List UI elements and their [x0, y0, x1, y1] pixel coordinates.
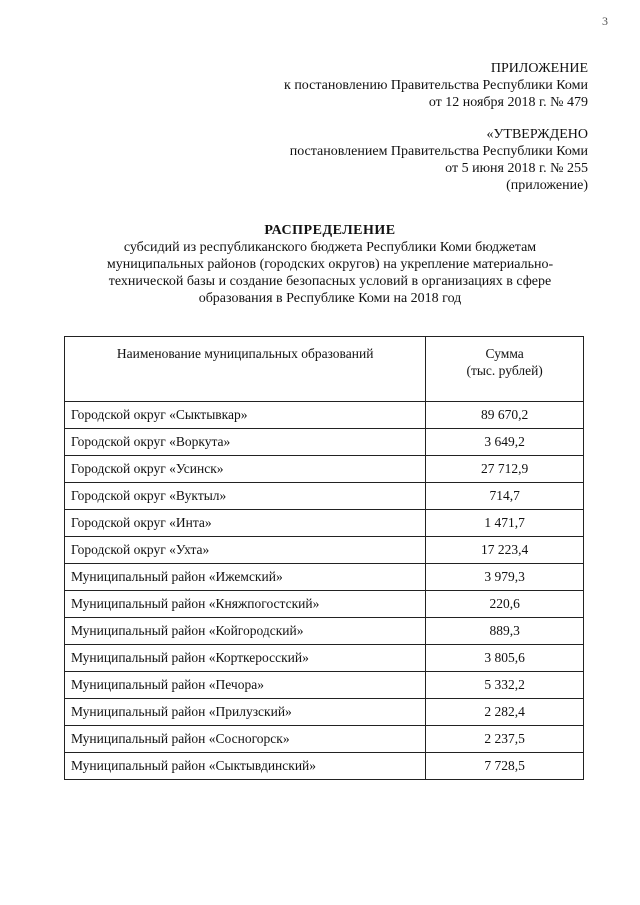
title-line-2: муниципальных районов (городских округов) на укрепление материально- [106, 257, 554, 272]
row-sum: 3 979,3 [426, 564, 584, 591]
appendix-label: ПРИЛОЖЕНИЕ [490, 61, 588, 76]
row-name: Городской округ «Вуктыл» [65, 483, 426, 510]
row-sum: 2 282,4 [426, 699, 584, 726]
row-name: Муниципальный район «Сыктывдинский» [65, 753, 426, 780]
row-name: Муниципальный район «Княжпогостский» [65, 591, 426, 618]
table-row [65, 699, 584, 726]
row-name: Городской округ «Ухта» [65, 537, 426, 564]
row-name: Городской округ «Усинск» [65, 456, 426, 483]
approved-label: «УТВЕРЖДЕНО [486, 127, 588, 142]
row-sum: 3 805,6 [426, 645, 584, 672]
approved-decree: постановлением Правительства Республики Коми [289, 144, 588, 159]
row-sum: 220,6 [426, 591, 584, 618]
header-name: Наименование муниципальных образований [65, 337, 426, 402]
row-sum: 5 332,2 [426, 672, 584, 699]
row-sum: 889,3 [426, 618, 584, 645]
row-sum: 7 728,5 [426, 753, 584, 780]
table-row [65, 753, 584, 780]
header-sum-unit: (тыс. рублей) [466, 363, 543, 378]
table-header-row [65, 337, 584, 402]
distribution-table [64, 336, 584, 780]
row-name: Муниципальный район «Корткеросский» [65, 645, 426, 672]
table-row [65, 726, 584, 753]
table-row [65, 402, 584, 429]
row-name: Муниципальный район «Ижемский» [65, 564, 426, 591]
approved-header [290, 126, 588, 194]
appendix-decree: к постановлению Правительства Республики Коми [284, 78, 588, 93]
table-row [65, 483, 584, 510]
row-name: Муниципальный район «Сосногорск» [65, 726, 426, 753]
row-name: Городской округ «Сыктывкар» [65, 402, 426, 429]
approved-date: от 5 июня 2018 г. № 255 [445, 161, 588, 176]
table-row [65, 510, 584, 537]
row-sum: 17 223,4 [426, 537, 584, 564]
approved-note: (приложение) [506, 178, 588, 193]
table-row [65, 429, 584, 456]
title-line-3: технической базы и создание безопасных условий в организациях в сфере [108, 274, 552, 289]
table-row [65, 537, 584, 564]
table-row [65, 564, 584, 591]
title-line-4: образования в Республике Коми на 2018 год [198, 291, 462, 306]
row-name: Муниципальный район «Прилузский» [65, 699, 426, 726]
row-name: Городской округ «Воркута» [65, 429, 426, 456]
appendix-header [284, 60, 588, 111]
table-row [65, 618, 584, 645]
row-sum: 89 670,2 [426, 402, 584, 429]
document-title [60, 222, 600, 307]
table-row [65, 456, 584, 483]
appendix-date: от 12 ноября 2018 г. № 479 [428, 95, 588, 110]
row-sum: 3 649,2 [426, 429, 584, 456]
table-row [65, 672, 584, 699]
title-heading: РАСПРЕДЕЛЕНИЕ [264, 223, 396, 238]
table-row [65, 591, 584, 618]
title-line-1: субсидий из республиканского бюджета Республики Коми бюджетам [123, 240, 537, 255]
row-sum: 1 471,7 [426, 510, 584, 537]
header-sum [426, 337, 584, 402]
row-sum: 27 712,9 [426, 456, 584, 483]
header-sum-label: Сумма [485, 346, 524, 361]
row-name: Городской округ «Инта» [65, 510, 426, 537]
row-sum: 714,7 [426, 483, 584, 510]
row-name: Муниципальный район «Койгородский» [65, 618, 426, 645]
table-row [65, 645, 584, 672]
row-sum: 2 237,5 [426, 726, 584, 753]
page-number: 3 [602, 14, 608, 28]
row-name: Муниципальный район «Печора» [65, 672, 426, 699]
